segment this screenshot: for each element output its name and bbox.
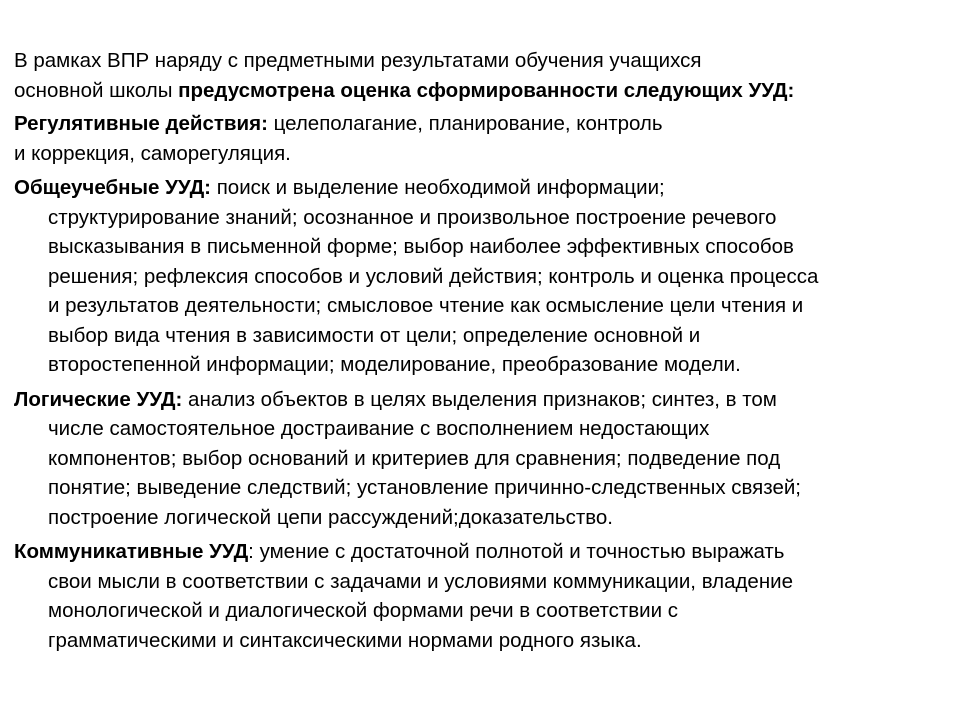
logical-line: построение логической цепи рассуждений;доказательство. [48,505,613,529]
general-continuation [14,203,946,380]
slide-content [14,46,946,686]
regulatory-section [14,109,946,168]
logical-continuation [14,414,946,532]
communicative-line-1 [14,537,946,567]
logical-line-1 [14,385,946,415]
communicative-section [14,537,946,655]
intro-line-2-bold: предусмотрена оценка сформированности следующих УУД: [178,78,795,102]
logical-line: числе самостоятельное достраивание с восполнением недостающих [48,417,710,440]
general-line: структурирование знаний; осознанное и произвольное построение речевого [48,205,777,229]
communicative-line: монологической и диалогической формами речи в соответствии с [48,599,679,622]
logical-line: компонентов; выбор оснований и критериев для сравнения; подведение под [48,446,781,470]
regulatory-line-1-text: целеполагание, планирование, контроль [267,112,663,135]
regulatory-label: Регулятивные действия: [14,112,268,135]
communicative-line: свои мысли в соответствии с задачами и условиями коммуникации, владение [48,569,794,593]
general-line: высказывания в письменной форме; выбор наиболее эффективных способов [48,235,794,258]
communicative-line-1-text: : умение с достаточной полнотой и точностью выражать [248,540,785,563]
general-line: выбор вида чтения в зависимости от цели; определение основной и [48,323,701,347]
general-line: второстепенной информации; моделирование, преобразование модели. [48,353,741,376]
intro-paragraph [14,46,946,105]
general-label: Общеучебные УУД: [14,176,212,199]
logical-label: Логические УУД: [14,387,183,411]
logical-line-1-text: анализ объектов в целях выделения признаков; синтез, в том [182,387,777,411]
general-section [14,173,946,380]
regulatory-line-1 [14,109,946,139]
intro-line-2 [14,76,946,106]
general-line-1 [14,173,946,203]
communicative-continuation [14,567,946,656]
general-line: и результатов деятельности; смысловое чтение как осмысление цели чтения и [48,294,804,317]
logical-line: понятие; выведение следствий; установление причинно-следственных связей; [48,476,802,499]
intro-line-2-text: основной школы [14,78,179,102]
communicative-label: Коммуникативные УУД [14,540,249,563]
general-line-1-text: поиск и выделение необходимой информации; [211,176,665,199]
regulatory-line-2: и коррекция, саморегуляция. [14,141,291,165]
general-line: решения; рефлексия способов и условий действия; контроль и оценка процесса [48,264,819,288]
communicative-line: грамматическими и синтаксическими нормами родного языка. [48,628,642,652]
intro-line-1: В рамках ВПР наряду с предметными результатами обучения учащихся [14,49,702,72]
logical-section [14,385,946,533]
